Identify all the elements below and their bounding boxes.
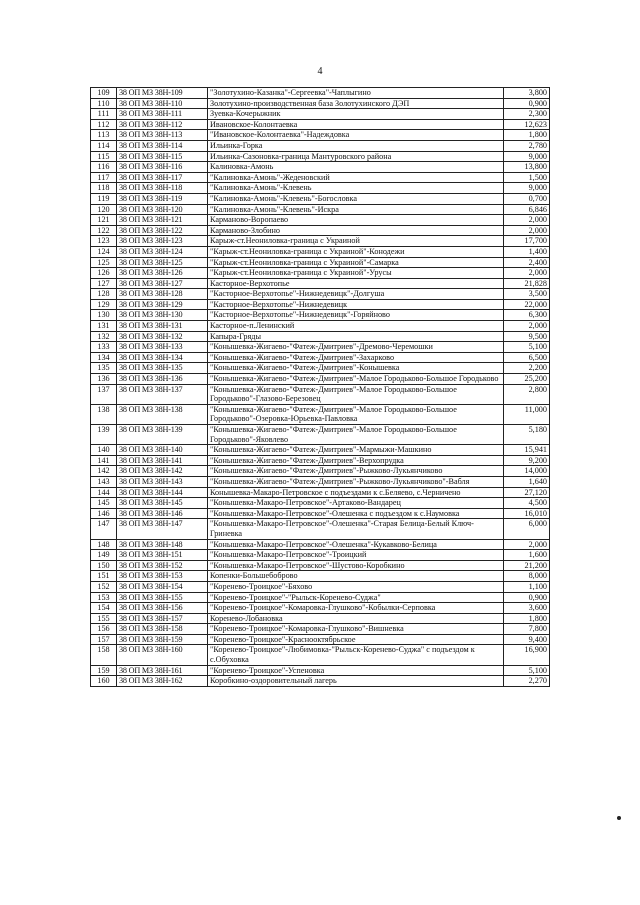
road-name-cell: "Конышевка-Макаро-Петровское"-Артаково-Вандарец xyxy=(208,498,504,509)
table-row xyxy=(91,257,550,268)
road-length-cell: 4,500 xyxy=(504,498,550,509)
row-number-cell: 153 xyxy=(91,592,117,603)
road-name-cell: "Конышевка-Жигаево-"Фатеж-Дмитриев"-Мармыжи-Машкино xyxy=(208,445,504,456)
road-length-cell: 2,200 xyxy=(504,363,550,374)
road-name-cell: Конышевка-Макаро-Петровское с подъездами к с.Беляево, с.Черничено xyxy=(208,487,504,498)
road-name-cell: "Конышевка-Макаро-Петровское"-Олешенка"-Кукавково-Белица xyxy=(208,539,504,550)
margin-dot xyxy=(617,816,621,820)
table-row xyxy=(91,278,550,289)
road-name-cell: "Ивановское-Колонтаевка"-Надеждовка xyxy=(208,130,504,141)
road-length-cell: 2,270 xyxy=(504,676,550,687)
row-number-cell: 119 xyxy=(91,193,117,204)
row-number-cell: 142 xyxy=(91,466,117,477)
row-number-cell: 114 xyxy=(91,140,117,151)
road-length-cell: 21,200 xyxy=(504,560,550,571)
road-length-cell: 1,800 xyxy=(504,130,550,141)
road-name-cell: Касторное-Верхотопье xyxy=(208,278,504,289)
table-row xyxy=(91,571,550,582)
road-name-cell: "Касторное-Верхотопье"-Нижнедевицк"-Горяйново xyxy=(208,310,504,321)
row-number-cell: 124 xyxy=(91,246,117,257)
row-number-cell: 156 xyxy=(91,624,117,635)
road-name-cell: Капыра-Гряды xyxy=(208,331,504,342)
table-row xyxy=(91,374,550,385)
table-row xyxy=(91,352,550,363)
row-number-cell: 158 xyxy=(91,645,117,665)
table-row xyxy=(91,645,550,665)
table-row xyxy=(91,204,550,215)
road-code-cell: 38 ОП МЗ 38Н-132 xyxy=(117,331,208,342)
road-name-cell: Касторное-п.Ленинский xyxy=(208,321,504,332)
table-row xyxy=(91,592,550,603)
table-row xyxy=(91,162,550,173)
row-number-cell: 132 xyxy=(91,331,117,342)
row-number-cell: 136 xyxy=(91,374,117,385)
road-length-cell: 0,900 xyxy=(504,98,550,109)
road-name-cell: "Калиновка-Амонь"-Клевень xyxy=(208,183,504,194)
row-number-cell: 122 xyxy=(91,225,117,236)
road-length-cell: 1,600 xyxy=(504,550,550,561)
road-name-cell: Коренево-Лобановка xyxy=(208,613,504,624)
row-number-cell: 110 xyxy=(91,98,117,109)
row-number-cell: 160 xyxy=(91,676,117,687)
road-name-cell: "Карыж-ст.Неониловка-граница с Украиной"-Самарка xyxy=(208,257,504,268)
row-number-cell: 148 xyxy=(91,539,117,550)
road-name-cell: "Коренево-Троицкое"-"Рыльск-Коренево-Суджа" xyxy=(208,592,504,603)
table-row xyxy=(91,425,550,445)
road-code-cell: 38 ОП МЗ 38Н-153 xyxy=(117,571,208,582)
table-row xyxy=(91,581,550,592)
road-name-cell: "Золотухино-Казанка"-Сергеевка"-Чаплыгино xyxy=(208,88,504,99)
road-code-cell: 38 ОП МЗ 38Н-127 xyxy=(117,278,208,289)
road-length-cell: 1,500 xyxy=(504,172,550,183)
row-number-cell: 134 xyxy=(91,352,117,363)
road-code-cell: 38 ОП МЗ 38Н-134 xyxy=(117,352,208,363)
road-name-cell: Карманово-Воропаево xyxy=(208,215,504,226)
row-number-cell: 144 xyxy=(91,487,117,498)
road-name-cell: "Конышевка-Жигаево-"Фатеж-Дмитриев"-Захарково xyxy=(208,352,504,363)
road-length-cell: 16,900 xyxy=(504,645,550,665)
road-code-cell: 38 ОП МЗ 38Н-145 xyxy=(117,498,208,509)
road-code-cell: 38 ОП МЗ 38Н-154 xyxy=(117,581,208,592)
table-row xyxy=(91,455,550,466)
table-row xyxy=(91,550,550,561)
row-number-cell: 120 xyxy=(91,204,117,215)
row-number-cell: 116 xyxy=(91,162,117,173)
row-number-cell: 141 xyxy=(91,455,117,466)
road-name-cell: "Калиновка-Амонь"-Клевень"-Богословка xyxy=(208,193,504,204)
row-number-cell: 126 xyxy=(91,268,117,279)
table-row xyxy=(91,299,550,310)
road-code-cell: 38 ОП МЗ 38Н-125 xyxy=(117,257,208,268)
road-length-cell: 0,900 xyxy=(504,592,550,603)
road-name-cell: Ильинка-Сазоновка-граница Мантуровского района xyxy=(208,151,504,162)
road-length-cell: 15,941 xyxy=(504,445,550,456)
road-code-cell: 38 ОП МЗ 38Н-138 xyxy=(117,404,208,424)
row-number-cell: 150 xyxy=(91,560,117,571)
road-name-cell: "Конышевка-Жигаево-"Фатеж-Дмитриев"-Дремово-Черемошки xyxy=(208,342,504,353)
row-number-cell: 121 xyxy=(91,215,117,226)
road-length-cell: 0,700 xyxy=(504,193,550,204)
table-row xyxy=(91,634,550,645)
road-code-cell: 38 ОП МЗ 38Н-123 xyxy=(117,236,208,247)
table-row xyxy=(91,183,550,194)
road-length-cell: 1,400 xyxy=(504,246,550,257)
table-row xyxy=(91,624,550,635)
road-code-cell: 38 ОП МЗ 38Н-148 xyxy=(117,539,208,550)
road-code-cell: 38 ОП МЗ 38Н-128 xyxy=(117,289,208,300)
road-code-cell: 38 ОП МЗ 38Н-129 xyxy=(117,299,208,310)
row-number-cell: 125 xyxy=(91,257,117,268)
road-length-cell: 5,100 xyxy=(504,665,550,676)
road-code-cell: 38 ОП МЗ 38Н-143 xyxy=(117,476,208,487)
road-code-cell: 38 ОП МЗ 38Н-136 xyxy=(117,374,208,385)
road-length-cell: 3,600 xyxy=(504,603,550,614)
road-code-cell: 38 ОП МЗ 38Н-115 xyxy=(117,151,208,162)
row-number-cell: 149 xyxy=(91,550,117,561)
table-row xyxy=(91,539,550,550)
road-length-cell: 6,300 xyxy=(504,310,550,321)
table-row xyxy=(91,487,550,498)
road-length-cell: 6,500 xyxy=(504,352,550,363)
table-row xyxy=(91,88,550,99)
road-name-cell: "Коренево-Троицкое"-Успеновка xyxy=(208,665,504,676)
road-code-cell: 38 ОП МЗ 38Н-122 xyxy=(117,225,208,236)
road-code-cell: 38 ОП МЗ 38Н-113 xyxy=(117,130,208,141)
road-length-cell: 2,800 xyxy=(504,384,550,404)
road-length-cell: 14,000 xyxy=(504,466,550,477)
table-row xyxy=(91,246,550,257)
road-name-cell: Калиновка-Амонь xyxy=(208,162,504,173)
road-registry-table xyxy=(90,87,550,687)
road-name-cell: "Конышевка-Жигаево-"Фатеж-Дмитриев"-Малое Городьково-Большое Городьково xyxy=(208,374,504,385)
road-code-cell: 38 ОП МЗ 38Н-111 xyxy=(117,109,208,120)
road-length-cell: 2,300 xyxy=(504,109,550,120)
road-length-cell: 2,780 xyxy=(504,140,550,151)
road-length-cell: 9,400 xyxy=(504,634,550,645)
road-code-cell: 38 ОП МЗ 38Н-112 xyxy=(117,119,208,130)
road-code-cell: 38 ОП МЗ 38Н-117 xyxy=(117,172,208,183)
road-code-cell: 38 ОП МЗ 38Н-133 xyxy=(117,342,208,353)
road-code-cell: 38 ОП МЗ 38Н-159 xyxy=(117,634,208,645)
road-code-cell: 38 ОП МЗ 38Н-139 xyxy=(117,425,208,445)
road-code-cell: 38 ОП МЗ 38Н-131 xyxy=(117,321,208,332)
road-name-cell: "Конышевка-Макаро-Петровское"-Троицкий xyxy=(208,550,504,561)
table-row xyxy=(91,342,550,353)
road-length-cell: 9,200 xyxy=(504,455,550,466)
road-name-cell: "Конышевка-Жигаево-"Фатеж-Дмитриев"-Конышевка xyxy=(208,363,504,374)
road-name-cell: Карманово-Злобино xyxy=(208,225,504,236)
table-row xyxy=(91,98,550,109)
table-row xyxy=(91,384,550,404)
road-length-cell: 2,000 xyxy=(504,215,550,226)
row-number-cell: 140 xyxy=(91,445,117,456)
road-length-cell: 6,000 xyxy=(504,519,550,539)
table-row xyxy=(91,236,550,247)
row-number-cell: 113 xyxy=(91,130,117,141)
table-row xyxy=(91,151,550,162)
road-code-cell: 38 ОП МЗ 38Н-114 xyxy=(117,140,208,151)
road-name-cell: "Касторное-Верхотопье"-Нижнедевицк xyxy=(208,299,504,310)
road-code-cell: 38 ОП МЗ 38Н-135 xyxy=(117,363,208,374)
road-length-cell: 2,400 xyxy=(504,257,550,268)
row-number-cell: 159 xyxy=(91,665,117,676)
table-row xyxy=(91,676,550,687)
road-length-cell: 25,200 xyxy=(504,374,550,385)
row-number-cell: 152 xyxy=(91,581,117,592)
row-number-cell: 130 xyxy=(91,310,117,321)
row-number-cell: 127 xyxy=(91,278,117,289)
road-name-cell: "Коренево-Троицкое"-Комаровка-Глушково"-Кобылки-Серповка xyxy=(208,603,504,614)
road-name-cell: "Калиновка-Амонь"-Жеденовский xyxy=(208,172,504,183)
road-name-cell: "Конышевка-Жигаево-"Фатеж-Дмитриев"-Малое Городьково-Большое Городьково"-Яковлево xyxy=(208,425,504,445)
row-number-cell: 138 xyxy=(91,404,117,424)
row-number-cell: 146 xyxy=(91,508,117,519)
road-length-cell: 21,828 xyxy=(504,278,550,289)
table-row xyxy=(91,130,550,141)
road-length-cell: 3,500 xyxy=(504,289,550,300)
road-code-cell: 38 ОП МЗ 38Н-109 xyxy=(117,88,208,99)
road-length-cell: 11,000 xyxy=(504,404,550,424)
row-number-cell: 123 xyxy=(91,236,117,247)
row-number-cell: 131 xyxy=(91,321,117,332)
road-name-cell: "Коренево-Троицкое"-Любимовка-"Рыльск-Коренево-Суджа" с подъездом к с.Обуховка xyxy=(208,645,504,665)
row-number-cell: 112 xyxy=(91,119,117,130)
table-row xyxy=(91,613,550,624)
row-number-cell: 117 xyxy=(91,172,117,183)
table-row xyxy=(91,268,550,279)
row-number-cell: 133 xyxy=(91,342,117,353)
road-code-cell: 38 ОП МЗ 38Н-120 xyxy=(117,204,208,215)
table-row xyxy=(91,603,550,614)
road-name-cell: "Конышевка-Макаро-Петровское"-Олешенка"-Старая Белица-Белый Ключ-Гриневка xyxy=(208,519,504,539)
road-length-cell: 12,623 xyxy=(504,119,550,130)
road-code-cell: 38 ОП МЗ 38Н-161 xyxy=(117,665,208,676)
road-code-cell: 38 ОП МЗ 38Н-144 xyxy=(117,487,208,498)
table-row xyxy=(91,193,550,204)
row-number-cell: 115 xyxy=(91,151,117,162)
table-row xyxy=(91,445,550,456)
road-name-cell: "Карыж-ст.Неониловка-граница с Украиной"-Конодежи xyxy=(208,246,504,257)
road-name-cell: "Конышевка-Макаро-Петровское"-Шустово-Коробкино xyxy=(208,560,504,571)
road-name-cell: "Конышевка-Макаро-Петровское"-Олешенка с подъездом к с.Наумовка xyxy=(208,508,504,519)
road-length-cell: 3,800 xyxy=(504,88,550,99)
table-row xyxy=(91,109,550,120)
road-length-cell: 13,800 xyxy=(504,162,550,173)
row-number-cell: 151 xyxy=(91,571,117,582)
road-code-cell: 38 ОП МЗ 38Н-137 xyxy=(117,384,208,404)
road-length-cell: 1,640 xyxy=(504,476,550,487)
table-row xyxy=(91,310,550,321)
row-number-cell: 143 xyxy=(91,476,117,487)
road-name-cell: "Конышевка-Жигаево-"Фатеж-Дмитриев"-Рыжково-Лукьянчиково xyxy=(208,466,504,477)
road-code-cell: 38 ОП МЗ 38Н-141 xyxy=(117,455,208,466)
road-code-cell: 38 ОП МЗ 38Н-119 xyxy=(117,193,208,204)
road-name-cell: "Конышевка-Жигаево-"Фатеж-Дмитриев"-Рыжково-Лукьянчиково"-Вабля xyxy=(208,476,504,487)
table-row xyxy=(91,363,550,374)
table-row xyxy=(91,225,550,236)
table-row xyxy=(91,560,550,571)
road-name-cell: "Конышевка-Жигаево-"Фатеж-Дмитриев"-Малое Городьково-Большое Городьково"-Глазово-Березовец xyxy=(208,384,504,404)
row-number-cell: 109 xyxy=(91,88,117,99)
road-code-cell: 38 ОП МЗ 38Н-157 xyxy=(117,613,208,624)
road-name-cell: Копенки-Большебоброво xyxy=(208,571,504,582)
road-name-cell: "Калиновка-Амонь"-Клевень"-Искра xyxy=(208,204,504,215)
road-length-cell: 9,000 xyxy=(504,183,550,194)
road-name-cell: Золотухино-производственная база Золотухинского ДЭП xyxy=(208,98,504,109)
row-number-cell: 139 xyxy=(91,425,117,445)
road-name-cell: "Коренево-Троицкое"-Комаровка-Глушково"-Вишневка xyxy=(208,624,504,635)
road-length-cell: 9,000 xyxy=(504,151,550,162)
table-row xyxy=(91,508,550,519)
row-number-cell: 129 xyxy=(91,299,117,310)
road-code-cell: 38 ОП МЗ 38Н-126 xyxy=(117,268,208,279)
road-name-cell: "Конышевка-Жигаево-"Фатеж-Дмитриев"-Малое Городьково-Большое Городьково"-Озеровка-Юрьевка-Павловка xyxy=(208,404,504,424)
row-number-cell: 137 xyxy=(91,384,117,404)
road-name-cell: "Коренево-Троицкое"-Краснооктябрьское xyxy=(208,634,504,645)
road-code-cell: 38 ОП МЗ 38Н-162 xyxy=(117,676,208,687)
table-row xyxy=(91,498,550,509)
row-number-cell: 128 xyxy=(91,289,117,300)
road-length-cell: 9,500 xyxy=(504,331,550,342)
row-number-cell: 118 xyxy=(91,183,117,194)
road-code-cell: 38 ОП МЗ 38Н-130 xyxy=(117,310,208,321)
road-length-cell: 2,000 xyxy=(504,268,550,279)
road-length-cell: 8,000 xyxy=(504,571,550,582)
road-length-cell: 22,000 xyxy=(504,299,550,310)
road-code-cell: 38 ОП МЗ 38Н-110 xyxy=(117,98,208,109)
road-length-cell: 5,100 xyxy=(504,342,550,353)
table-row xyxy=(91,321,550,332)
road-code-cell: 38 ОП МЗ 38Н-116 xyxy=(117,162,208,173)
road-code-cell: 38 ОП МЗ 38Н-121 xyxy=(117,215,208,226)
road-code-cell: 38 ОП МЗ 38Н-156 xyxy=(117,603,208,614)
table-row xyxy=(91,215,550,226)
road-code-cell: 38 ОП МЗ 38Н-152 xyxy=(117,560,208,571)
row-number-cell: 157 xyxy=(91,634,117,645)
road-name-cell: Карыж-ст.Неониловка-граница с Украиной xyxy=(208,236,504,247)
row-number-cell: 135 xyxy=(91,363,117,374)
page-number: 4 xyxy=(317,66,323,77)
row-number-cell: 155 xyxy=(91,613,117,624)
road-code-cell: 38 ОП МЗ 38Н-124 xyxy=(117,246,208,257)
road-code-cell: 38 ОП МЗ 38Н-158 xyxy=(117,624,208,635)
road-code-cell: 38 ОП МЗ 38Н-151 xyxy=(117,550,208,561)
road-length-cell: 2,000 xyxy=(504,321,550,332)
row-number-cell: 147 xyxy=(91,519,117,539)
road-length-cell: 2,000 xyxy=(504,539,550,550)
road-length-cell: 6,846 xyxy=(504,204,550,215)
road-name-cell: Ильинка-Горка xyxy=(208,140,504,151)
table-row xyxy=(91,289,550,300)
road-code-cell: 38 ОП МЗ 38Н-155 xyxy=(117,592,208,603)
road-length-cell: 16,010 xyxy=(504,508,550,519)
road-name-cell: "Карыж-ст.Неониловка-граница с Украиной"-Урусы xyxy=(208,268,504,279)
table-row xyxy=(91,404,550,424)
road-length-cell: 5,180 xyxy=(504,425,550,445)
table-row xyxy=(91,172,550,183)
road-code-cell: 38 ОП МЗ 38Н-146 xyxy=(117,508,208,519)
road-length-cell: 27,120 xyxy=(504,487,550,498)
table-row xyxy=(91,665,550,676)
road-length-cell: 1,100 xyxy=(504,581,550,592)
road-code-cell: 38 ОП МЗ 38Н-142 xyxy=(117,466,208,477)
road-name-cell: "Конышевка-Жигаево-"Фатеж-Дмитриев"-Верхопрудка xyxy=(208,455,504,466)
row-number-cell: 111 xyxy=(91,109,117,120)
road-length-cell: 1,800 xyxy=(504,613,550,624)
road-length-cell: 17,700 xyxy=(504,236,550,247)
row-number-cell: 145 xyxy=(91,498,117,509)
table-row xyxy=(91,119,550,130)
road-code-cell: 38 ОП МЗ 38Н-147 xyxy=(117,519,208,539)
road-length-cell: 7,800 xyxy=(504,624,550,635)
table-row xyxy=(91,140,550,151)
road-name-cell: Ивановское-Колонтаевка xyxy=(208,119,504,130)
road-length-cell: 2,000 xyxy=(504,225,550,236)
table-row xyxy=(91,331,550,342)
table-row xyxy=(91,519,550,539)
row-number-cell: 154 xyxy=(91,603,117,614)
table-row xyxy=(91,476,550,487)
road-name-cell: Зуевка-Кочерыжник xyxy=(208,109,504,120)
road-code-cell: 38 ОП МЗ 38Н-118 xyxy=(117,183,208,194)
road-name-cell: Коробкино-оздоровительный лагерь xyxy=(208,676,504,687)
road-name-cell: "Касторное-Верхотопье"-Нижнедевицк"-Долгуша xyxy=(208,289,504,300)
registry-table-body xyxy=(91,88,550,687)
road-name-cell: "Коренево-Троицкое"-Бяхово xyxy=(208,581,504,592)
table-row xyxy=(91,466,550,477)
road-code-cell: 38 ОП МЗ 38Н-160 xyxy=(117,645,208,665)
road-code-cell: 38 ОП МЗ 38Н-140 xyxy=(117,445,208,456)
